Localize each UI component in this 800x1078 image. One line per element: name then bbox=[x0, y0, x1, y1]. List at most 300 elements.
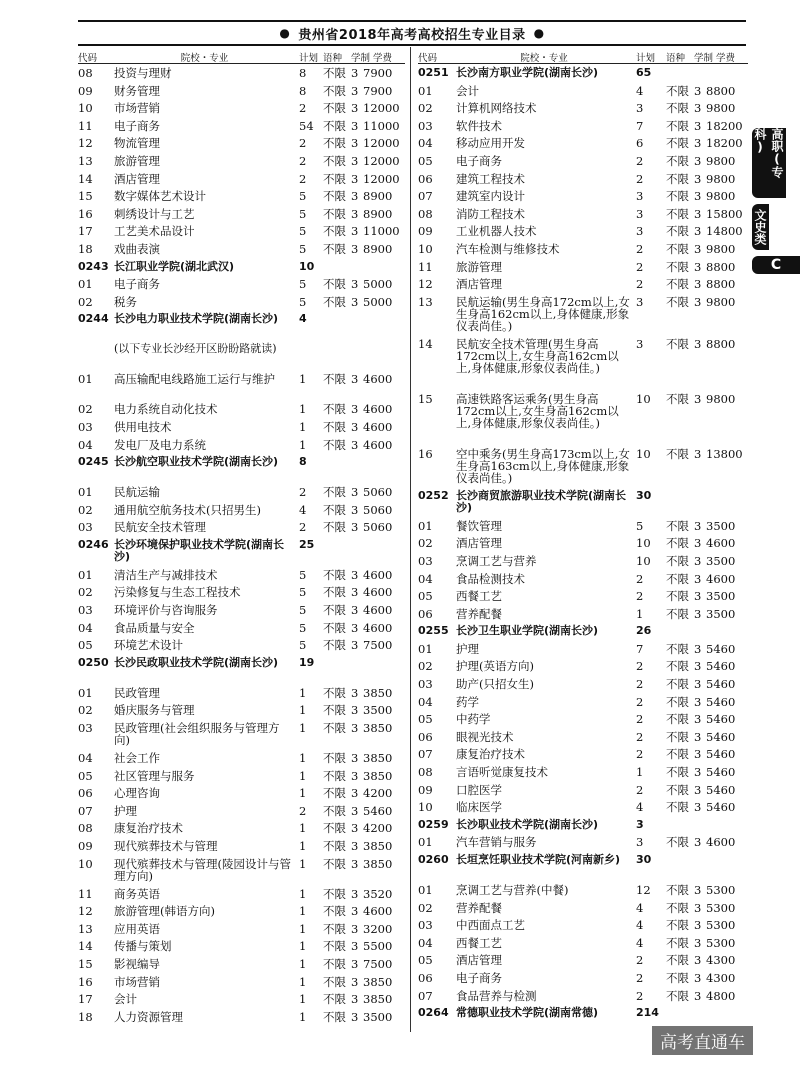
cell-fee: 5460 bbox=[706, 694, 736, 709]
cell-years: 3 bbox=[351, 638, 359, 653]
cell-plan: 2 bbox=[636, 241, 644, 256]
cell-years: 3 bbox=[351, 585, 359, 600]
cell-plan: 30 bbox=[636, 488, 652, 502]
major-row bbox=[78, 418, 405, 436]
cell-lang: 不限 bbox=[666, 641, 689, 656]
cell-fee: 18200 bbox=[706, 118, 743, 133]
major-row bbox=[78, 719, 405, 749]
cell-code: 01 bbox=[418, 835, 433, 850]
cell-plan: 1 bbox=[299, 992, 307, 1007]
cell-years: 3 bbox=[694, 536, 702, 551]
cell-lang: 不限 bbox=[666, 224, 689, 239]
cell-name: 商务英语 bbox=[114, 886, 160, 901]
major-row bbox=[418, 240, 748, 258]
cell-code: 02 bbox=[78, 294, 93, 309]
cell-years bbox=[694, 816, 706, 819]
cell-plan: 2 bbox=[299, 171, 307, 186]
cell-years bbox=[694, 622, 706, 625]
cell-years: 3 bbox=[694, 900, 702, 915]
major-row bbox=[78, 837, 405, 855]
cell-fee: 4200 bbox=[363, 786, 393, 801]
cell-name: 戏曲表演 bbox=[114, 241, 160, 256]
major-row bbox=[78, 583, 405, 601]
cell-lang: 不限 bbox=[323, 856, 346, 871]
major-row bbox=[418, 534, 748, 552]
cell-lang: 不限 bbox=[666, 935, 689, 950]
cell-code: 07 bbox=[78, 803, 93, 818]
cell-years: 3 bbox=[351, 974, 359, 989]
major-row bbox=[78, 802, 405, 820]
left-column-body bbox=[78, 64, 405, 1025]
cell-plan: 5 bbox=[299, 206, 307, 221]
cell-plan: 5 bbox=[299, 585, 307, 600]
cell-name: 数字媒体艺术设计 bbox=[114, 189, 206, 204]
cell-name: 空中乘务(男生身高173cm以上,女生身高163cm以上,身体健康,形象仪表尚佳。) bbox=[456, 446, 630, 485]
cell-code: 03 bbox=[78, 721, 93, 736]
major-row bbox=[78, 82, 405, 100]
cell-fee bbox=[706, 851, 748, 854]
cell-lang bbox=[323, 258, 351, 261]
major-row bbox=[418, 916, 748, 934]
cell-code: 09 bbox=[418, 224, 433, 239]
cell-years: 3 bbox=[351, 886, 359, 901]
cell-lang: 不限 bbox=[666, 391, 689, 406]
cell-lang: 不限 bbox=[323, 502, 346, 517]
school-row bbox=[78, 310, 405, 340]
cell-name: 护理 bbox=[456, 641, 479, 656]
cell-plan: 5 bbox=[299, 567, 307, 582]
cell-fee: 3500 bbox=[706, 589, 736, 604]
cell-lang: 不限 bbox=[666, 953, 689, 968]
cell-years bbox=[351, 536, 363, 539]
cell-years: 3 bbox=[351, 921, 359, 936]
cell-years: 3 bbox=[694, 518, 702, 533]
cell-code: 04 bbox=[78, 751, 93, 766]
major-row bbox=[78, 601, 405, 619]
cell-plan: 4 bbox=[636, 83, 644, 98]
cell-years: 3 bbox=[694, 241, 702, 256]
cell-plan: 5 bbox=[299, 638, 307, 653]
cell-plan: 2 bbox=[636, 153, 644, 168]
cell-years: 3 bbox=[694, 118, 702, 133]
cell-lang: 不限 bbox=[323, 921, 346, 936]
cell-code: 07 bbox=[418, 189, 433, 204]
cell-fee: 8800 bbox=[706, 83, 736, 98]
cell-code: 01 bbox=[78, 567, 93, 582]
major-row bbox=[78, 400, 405, 418]
cell-fee: 7500 bbox=[363, 638, 393, 653]
cell-lang: 不限 bbox=[323, 419, 346, 434]
cell-name: 计算机网络技术 bbox=[456, 101, 537, 116]
cell-years: 3 bbox=[694, 571, 702, 586]
major-row bbox=[418, 152, 748, 170]
major-row bbox=[418, 763, 748, 781]
cell-years: 3 bbox=[351, 277, 359, 292]
cell-years: 3 bbox=[694, 606, 702, 621]
cell-name: 护理(英语方向) bbox=[456, 659, 534, 674]
cell-plan: 1 bbox=[299, 437, 307, 452]
cell-years: 3 bbox=[694, 918, 702, 933]
major-row bbox=[418, 517, 748, 535]
cell-fee: 8900 bbox=[363, 241, 393, 256]
cell-code: 08 bbox=[78, 821, 93, 836]
cell-name: 移动应用开发 bbox=[456, 136, 525, 151]
major-row bbox=[78, 973, 405, 991]
cell-plan: 54 bbox=[299, 118, 314, 133]
cell-plan: 2 bbox=[299, 803, 307, 818]
cell-code: 0259 bbox=[418, 817, 449, 831]
cell-fee bbox=[363, 258, 405, 261]
cell-lang: 不限 bbox=[323, 485, 346, 500]
cell-lang: 不限 bbox=[666, 729, 689, 744]
cell-lang: 不限 bbox=[666, 518, 689, 533]
cell-lang: 不限 bbox=[323, 904, 346, 919]
cell-years: 3 bbox=[351, 372, 359, 387]
cell-code: 02 bbox=[418, 536, 433, 551]
cell-plan: 5 bbox=[299, 241, 307, 256]
cell-plan: 1 bbox=[299, 939, 307, 954]
cell-fee: 3500 bbox=[706, 606, 736, 621]
cell-plan: 2 bbox=[636, 277, 644, 292]
cell-code: 09 bbox=[78, 839, 93, 853]
cell-plan: 4 bbox=[636, 918, 644, 933]
cell-plan: 214 bbox=[636, 1006, 659, 1020]
cell-plan: 1 bbox=[299, 821, 307, 836]
cell-lang: 不限 bbox=[666, 446, 689, 461]
cell-years: 3 bbox=[351, 224, 359, 239]
cell-code: 03 bbox=[418, 553, 433, 568]
cell-plan: 1 bbox=[299, 768, 307, 783]
cell-lang: 不限 bbox=[323, 118, 346, 133]
cell-code: 08 bbox=[78, 66, 93, 80]
cell-code: 02 bbox=[418, 101, 433, 116]
cell-lang: 不限 bbox=[323, 372, 346, 387]
cell-years: 3 bbox=[351, 956, 359, 971]
cell-name: 供用电技术 bbox=[114, 419, 172, 434]
cell-years: 3 bbox=[351, 904, 359, 919]
cell-name: 营养配餐 bbox=[456, 606, 502, 621]
cell-plan: 1 bbox=[299, 685, 307, 700]
header-plan: 计划 bbox=[636, 52, 656, 64]
cell-lang: 不限 bbox=[323, 956, 346, 971]
cell-fee: 5460 bbox=[706, 800, 736, 815]
cell-years: 3 bbox=[694, 101, 702, 116]
major-row bbox=[418, 745, 748, 763]
cell-lang: 不限 bbox=[666, 118, 689, 133]
cell-years: 3 bbox=[351, 1009, 359, 1024]
school-row bbox=[78, 654, 405, 684]
cell-fee: 8800 bbox=[706, 277, 736, 292]
cell-fee: 14800 bbox=[706, 224, 743, 239]
cell-fee: 3850 bbox=[363, 839, 393, 853]
cell-fee: 4600 bbox=[363, 402, 393, 417]
cell-years bbox=[694, 851, 706, 854]
cell-name: 建筑工程技术 bbox=[456, 171, 525, 186]
right-column bbox=[418, 47, 748, 1022]
major-row bbox=[78, 117, 405, 135]
major-row bbox=[78, 518, 405, 536]
cell-years: 3 bbox=[694, 935, 702, 950]
cell-fee: 5060 bbox=[363, 520, 393, 535]
major-row bbox=[78, 784, 405, 802]
cell-lang bbox=[323, 654, 351, 657]
major-row bbox=[78, 293, 405, 311]
cell-fee: 3850 bbox=[363, 721, 393, 736]
major-row bbox=[418, 987, 748, 1005]
cell-name: 现代殡葬技术与管理 bbox=[114, 839, 218, 853]
cell-fee: 4600 bbox=[363, 419, 393, 434]
cell-code: 04 bbox=[418, 136, 433, 151]
cell-plan: 8 bbox=[299, 83, 307, 98]
cell-plan: 4 bbox=[299, 312, 307, 326]
cell-lang: 不限 bbox=[666, 835, 689, 850]
cell-fee: 3850 bbox=[363, 856, 393, 871]
cell-plan: 1 bbox=[299, 856, 307, 871]
cell-years: 3 bbox=[694, 782, 702, 797]
cell-name: 酒店管理 bbox=[456, 953, 502, 968]
cell-plan: 3 bbox=[636, 206, 644, 221]
cell-plan: 4 bbox=[299, 502, 307, 517]
cell-code: 10 bbox=[418, 241, 433, 256]
cell-years: 3 bbox=[351, 241, 359, 256]
cell-years: 3 bbox=[694, 391, 702, 406]
cell-years bbox=[351, 340, 363, 343]
cell-plan: 1 bbox=[299, 839, 307, 853]
cell-lang: 不限 bbox=[666, 277, 689, 292]
cell-fee: 7500 bbox=[363, 956, 393, 971]
cell-lang: 不限 bbox=[323, 585, 346, 600]
cell-name: 酒店管理 bbox=[114, 171, 160, 186]
cell-fee: 4200 bbox=[363, 821, 393, 836]
cell-fee: 4600 bbox=[363, 567, 393, 582]
cell-plan: 26 bbox=[636, 624, 652, 638]
cell-lang: 不限 bbox=[666, 589, 689, 604]
major-row bbox=[78, 64, 405, 82]
major-row bbox=[78, 749, 405, 767]
cell-years: 3 bbox=[351, 437, 359, 452]
cell-name: 眼视光技术 bbox=[456, 729, 514, 744]
cell-lang: 不限 bbox=[323, 437, 346, 452]
cell-code: 02 bbox=[418, 900, 433, 915]
cell-plan: 5 bbox=[299, 294, 307, 309]
cell-fee: 8900 bbox=[363, 206, 393, 221]
major-row bbox=[418, 335, 748, 390]
cell-code: 0260 bbox=[418, 853, 449, 866]
cell-code: 0243 bbox=[78, 259, 109, 273]
cell-fee: 11000 bbox=[363, 118, 400, 133]
cell-years: 3 bbox=[351, 171, 359, 186]
cell-name: 康复治疗技术 bbox=[456, 747, 525, 762]
cell-code: 04 bbox=[418, 571, 433, 586]
cell-name: 消防工程技术 bbox=[456, 206, 525, 221]
cell-code: 14 bbox=[418, 336, 433, 351]
cell-lang bbox=[666, 816, 694, 819]
cell-code: 0252 bbox=[418, 488, 449, 502]
cell-fee: 4600 bbox=[706, 835, 736, 850]
cell-years: 3 bbox=[351, 485, 359, 500]
page-header bbox=[78, 20, 746, 46]
cell-fee: 5300 bbox=[706, 900, 736, 915]
cell-code: 0264 bbox=[418, 1006, 449, 1020]
cell-plan: 30 bbox=[636, 853, 652, 866]
cell-lang: 不限 bbox=[666, 553, 689, 568]
cell-lang: 不限 bbox=[666, 83, 689, 98]
cell-code: 12 bbox=[78, 136, 93, 151]
side-tabs bbox=[752, 128, 800, 280]
side-tab-category: 高职(专科) bbox=[752, 128, 786, 198]
major-row bbox=[78, 920, 405, 938]
cell-plan: 1 bbox=[299, 886, 307, 901]
cell-years: 3 bbox=[694, 835, 702, 850]
cell-lang: 不限 bbox=[323, 206, 346, 221]
major-row bbox=[78, 684, 405, 702]
major-row bbox=[418, 951, 748, 969]
major-row bbox=[418, 222, 748, 240]
cell-code bbox=[78, 340, 114, 343]
cell-name: 酒店管理 bbox=[456, 536, 502, 551]
cell-plan: 7 bbox=[636, 118, 644, 133]
cell-plan: 2 bbox=[299, 485, 307, 500]
cell-code: 01 bbox=[418, 518, 433, 533]
cell-fee: 9800 bbox=[706, 153, 736, 168]
cell-code: 12 bbox=[78, 904, 93, 919]
cell-fee bbox=[363, 536, 405, 539]
cell-lang: 不限 bbox=[323, 294, 346, 309]
cell-code: 10 bbox=[78, 856, 93, 871]
cell-years: 3 bbox=[694, 694, 702, 709]
left-column bbox=[78, 47, 405, 1025]
cell-code: 06 bbox=[418, 606, 433, 621]
cell-years: 3 bbox=[351, 751, 359, 766]
cell-name: 高压输配电线路施工运行与维护 bbox=[114, 372, 275, 387]
cell-fee: 4600 bbox=[363, 372, 393, 387]
cell-lang: 不限 bbox=[666, 241, 689, 256]
cell-name: 电子商务 bbox=[114, 277, 160, 292]
cell-plan: 3 bbox=[636, 294, 644, 309]
cell-years: 3 bbox=[351, 153, 359, 168]
major-row bbox=[418, 833, 748, 851]
major-row bbox=[78, 1008, 405, 1026]
cell-plan: 4 bbox=[636, 935, 644, 950]
cell-plan: 2 bbox=[636, 782, 644, 797]
cell-plan: 1 bbox=[636, 606, 644, 621]
cell-years: 3 bbox=[351, 786, 359, 801]
cell-lang: 不限 bbox=[323, 567, 346, 582]
cell-name: 护理 bbox=[114, 803, 137, 818]
cell-plan: 3 bbox=[636, 224, 644, 239]
cell-plan: 2 bbox=[636, 589, 644, 604]
cell-name: 西餐工艺 bbox=[456, 935, 502, 950]
cell-name: 民航安全技术管理(男生身高172cm以上,女生身高162cm以上,身体健康,形象仪表尚佳。) bbox=[456, 336, 619, 375]
school-row bbox=[418, 487, 748, 517]
cell-code: 11 bbox=[78, 118, 93, 133]
cell-plan: 25 bbox=[299, 537, 315, 551]
cell-plan: 2 bbox=[636, 659, 644, 674]
cell-name: 传播与策划 bbox=[114, 939, 172, 954]
cell-plan: 10 bbox=[636, 391, 651, 406]
cell-name: 食品检测技术 bbox=[456, 571, 525, 586]
cell-lang: 不限 bbox=[666, 536, 689, 551]
cell-lang: 不限 bbox=[666, 712, 689, 727]
cell-name: 长沙卫生职业学院(湖南长沙) bbox=[456, 624, 599, 638]
major-row bbox=[418, 693, 748, 711]
cell-code: 05 bbox=[418, 712, 433, 727]
cell-plan: 1 bbox=[299, 703, 307, 718]
cell-years: 3 bbox=[351, 101, 359, 116]
header-lang: 语种 bbox=[323, 52, 343, 64]
cell-years: 3 bbox=[694, 800, 702, 815]
cell-fee: 3850 bbox=[363, 974, 393, 989]
school-row bbox=[418, 816, 748, 834]
cell-lang bbox=[323, 310, 351, 313]
header-code: 代码 bbox=[78, 52, 98, 64]
major-row bbox=[418, 82, 748, 100]
cell-plan bbox=[299, 340, 323, 343]
cell-fee: 13800 bbox=[706, 446, 743, 461]
side-tab-batch: C bbox=[752, 256, 800, 274]
cell-fee: 3850 bbox=[363, 751, 393, 766]
cell-lang: 不限 bbox=[666, 677, 689, 692]
cell-name: 刺绣设计与工艺 bbox=[114, 206, 195, 221]
cell-lang: 不限 bbox=[666, 571, 689, 586]
cell-years: 3 bbox=[694, 171, 702, 186]
cell-lang: 不限 bbox=[666, 747, 689, 762]
school-row bbox=[78, 453, 405, 483]
cell-years: 3 bbox=[351, 721, 359, 736]
cell-lang bbox=[666, 487, 694, 490]
cell-code: 0255 bbox=[418, 624, 449, 638]
cell-fee bbox=[706, 816, 748, 819]
cell-name: 工艺美术品设计 bbox=[114, 224, 195, 239]
cell-fee: 4300 bbox=[706, 970, 736, 985]
cell-fee bbox=[706, 487, 748, 490]
cell-years bbox=[694, 487, 706, 490]
cell-fee: 3500 bbox=[706, 518, 736, 533]
cell-years bbox=[351, 453, 363, 456]
cell-code: 02 bbox=[78, 502, 93, 517]
cell-plan: 4 bbox=[636, 900, 644, 915]
school-row bbox=[78, 258, 405, 276]
cell-fee: 5300 bbox=[706, 918, 736, 933]
major-row bbox=[418, 552, 748, 570]
cell-code: 13 bbox=[78, 153, 93, 168]
cell-plan: 3 bbox=[636, 336, 644, 351]
major-row bbox=[418, 445, 748, 487]
cell-fee: 18200 bbox=[706, 136, 743, 151]
cell-name: 民航运输 bbox=[114, 485, 160, 500]
cell-code: 02 bbox=[418, 659, 433, 674]
cell-name: 婚庆服务与管理 bbox=[114, 703, 195, 718]
cell-years: 3 bbox=[694, 553, 702, 568]
cell-lang: 不限 bbox=[666, 153, 689, 168]
cell-years: 3 bbox=[351, 206, 359, 221]
cell-plan: 1 bbox=[299, 751, 307, 766]
cell-name: 污染修复与生态工程技术 bbox=[114, 585, 241, 600]
cell-name: 康复治疗技术 bbox=[114, 821, 183, 836]
cell-name: 通用航空航务技术(只招男生) bbox=[114, 502, 261, 517]
major-row bbox=[78, 170, 405, 188]
cell-fee: 4600 bbox=[706, 571, 736, 586]
cell-lang: 不限 bbox=[323, 768, 346, 783]
cell-years: 3 bbox=[694, 189, 702, 204]
major-row bbox=[418, 187, 748, 205]
cell-years: 3 bbox=[694, 136, 702, 151]
cell-code: 08 bbox=[418, 206, 433, 221]
school-row bbox=[418, 622, 748, 640]
cell-name: 心理咨询 bbox=[114, 786, 160, 801]
header-plan: 计划 bbox=[299, 52, 319, 64]
cell-lang: 不限 bbox=[666, 694, 689, 709]
